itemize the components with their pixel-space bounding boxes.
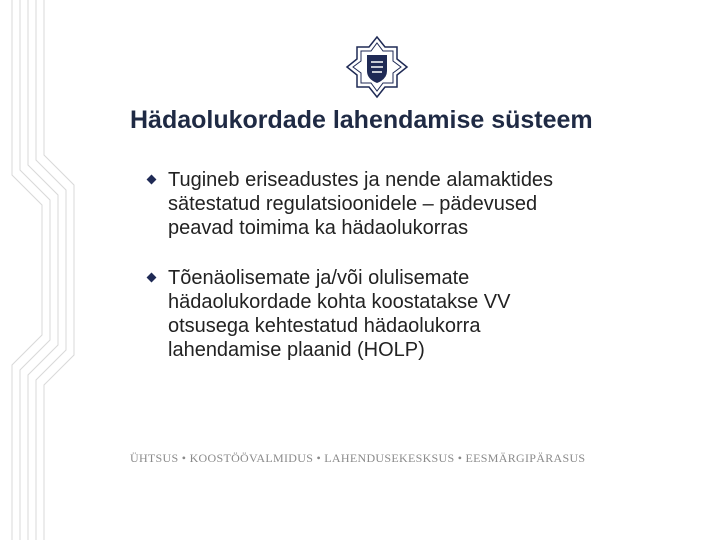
list-item (148, 168, 668, 240)
footer-tagline: ÜHTSUS • KOOSTÖÖVALMIDUS • LAHENDUSEKESKSUS • EESMÄRGIPÄRASUS (130, 451, 586, 465)
decorative-side-lines (0, 0, 95, 540)
diamond-bullet-icon (147, 175, 157, 185)
bullet-text: Tugineb eriseadustes ja nende alamaktides sätestatud regulatsioonidele – pädevused peavad toimima ka hädaolukorras (168, 169, 554, 239)
diamond-bullet-icon (147, 273, 157, 283)
list-item (148, 266, 668, 362)
bullet-list (148, 168, 668, 388)
bullet-text: Tõenäolisemate ja/või olulisemate hädaolukordade kohta koostatakse VV otsusega kehtestatud hädaolukorra lahendamise plaanid (HOLP) (168, 267, 511, 361)
coat-of-arms-emblem-icon (345, 35, 409, 99)
slide-title: Hädaolukordade lahendamise süsteem (130, 106, 593, 134)
